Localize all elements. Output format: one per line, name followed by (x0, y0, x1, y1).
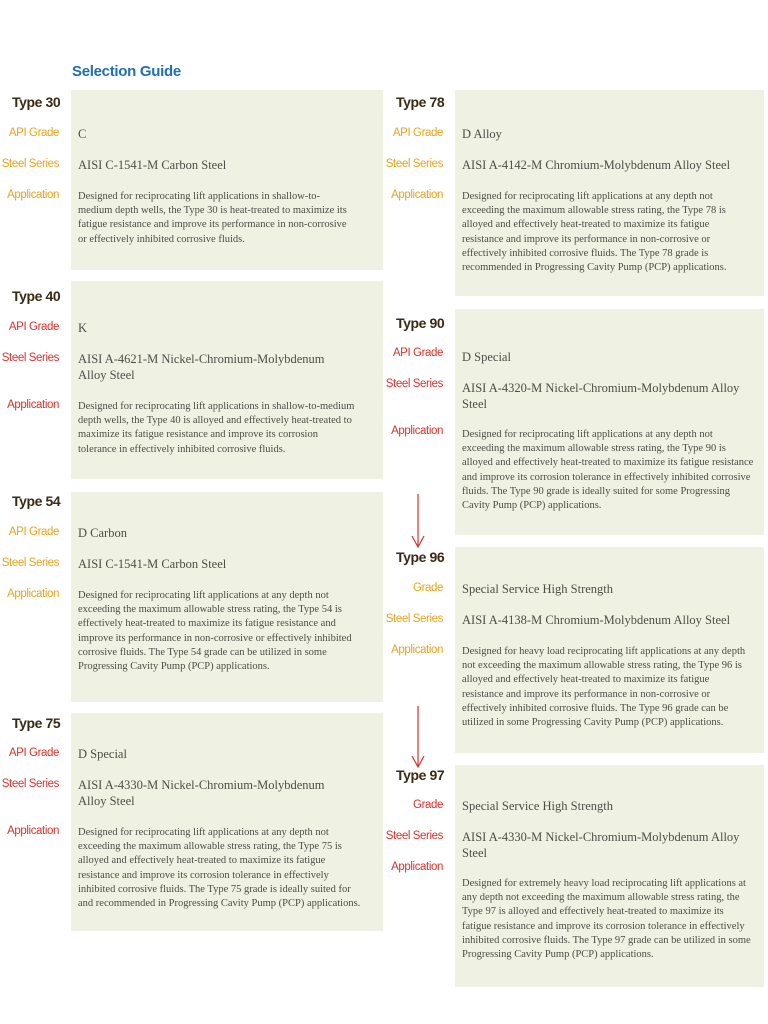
type-30-series-label: Steel Series (1, 158, 59, 170)
type-96-series-label: Steel Series (385, 613, 443, 625)
type-90-app-label: Application (391, 425, 443, 437)
type-97-app-label: Application (391, 861, 443, 873)
type-54-grade-label: API Grade (8, 526, 59, 538)
type-78-series-label: Steel Series (385, 158, 443, 170)
type-30-series: AISI C-1541-M Carbon Steel (78, 158, 227, 172)
type-96-series: AISI A-4138-M Chromium-Molybdenum Alloy Steel (462, 613, 731, 627)
type-78-grade: D Alloy (462, 127, 502, 141)
type-90-grade: D Special (462, 350, 511, 364)
type-54-heading: Type 54 (12, 493, 61, 509)
type-75-grade: D Special (78, 747, 127, 761)
type-90-heading: Type 90 (396, 315, 445, 331)
type-30-heading: Type 30 (12, 94, 61, 110)
type-54-app-label: Application (7, 588, 59, 600)
type-30-app-label: Application (7, 189, 59, 201)
type-40-series-label: Steel Series (1, 352, 59, 364)
type-96-grade: Special Service High Strength (462, 582, 614, 596)
type-90-series-label: Steel Series (385, 378, 443, 390)
type-30-grade-label: API Grade (8, 127, 59, 139)
type-30-application: Designed for reciprocating lift applications in shallow-to-medium depth wells, the Type 30 is heat-treated to maximize its fatigue resistance and improve its performance in non-corrosive or effectively inhibited corrosive fluids. (78, 191, 347, 245)
type-40-app-label: Application (7, 399, 59, 411)
type-97-series-label: Steel Series (385, 830, 443, 842)
type-54-series-label: Steel Series (1, 557, 59, 569)
type-96-application: Designed for heavy load reciprocating lift applications at any depth not exceeding the maximum allowable stress rating, the Type 96 is alloyed and effectively heat-treated to maximize its fatigue resistance and improve its performance in non-corrosive or effectively inhibited corrosive fluids. The Type 96 grade can be utilized in some Progressing Cavity Pump (PCP) applications. (462, 646, 746, 729)
type-40-grade: K (78, 321, 88, 335)
type-90-application: Designed for reciprocating lift applications at any depth not exceeding the maximum allowable stress rating, the Type 90 is alloyed and effectively heat-treated to maximize its fatigue resistance and improve its corrosion tolerance in effectively inhibited corrosive fluids. The Type 90 grade is ideally suited for some Progressing Cavity Pump (PCP) applications. (462, 429, 754, 512)
type-96-app-label: Application (391, 644, 443, 656)
type-54-grade: D Carbon (78, 526, 127, 540)
type-75-heading: Type 75 (12, 715, 61, 731)
down-arrow-icon (410, 494, 426, 550)
type-30-grade: C (78, 127, 87, 141)
type-97-heading: Type 97 (396, 767, 445, 783)
type-96-heading: Type 96 (396, 549, 445, 565)
type-75-application: Designed for reciprocating lift applications at any depth not exceeding the maximum allowable stress rating, the Type 75 is alloyed and effectively heat-treated to maximize its fatigue resistance and improve its corrosion tolerance in effectively inhibited corrosive fluids. The Type 75 grade is ideally suited for and recommended in Progressing Cavity Pump (PCP) applications. (78, 827, 361, 910)
type-97-series: AISI A-4330-M Nickel-Chromium-Molybdenum Alloy Steel (462, 830, 740, 860)
page-title: Selection Guide (72, 63, 181, 80)
type-40-application: Designed for reciprocating lift applications in shallow-to-medium depth wells, the Type 40 is alloyed and effectively heat-treated to maximize its fatigue resistance and improve its corrosion tolerance in effectively inhibited corrosive fluids. (78, 401, 355, 455)
type-75-grade-label: API Grade (8, 747, 59, 759)
type-78-app-label: Application (391, 189, 443, 201)
type-78-grade-label: API Grade (392, 127, 443, 139)
down-arrow-icon (410, 706, 426, 770)
type-75-series: AISI A-4330-M Nickel-Chromium-Molybdenum Alloy Steel (78, 778, 325, 808)
type-78-heading: Type 78 (396, 94, 445, 110)
type-96-grade-label: Grade (413, 582, 443, 594)
type-97-application: Designed for extremely heavy load reciprocating lift applications at any depth not exceeding the maximum allowable stress rating, the Type 97 is alloyed and effectively heat-treated to maximize its fatigue resistance and improve its corrosion tolerance in effectively inhibited corrosive fluids. The Type 97 grade can be utilized in some Progressing Cavity Pump (PCP) applications. (462, 878, 751, 961)
type-75-app-label: Application (7, 825, 59, 837)
type-54-application: Designed for reciprocating lift applications at any depth not exceeding the maximum allowable stress rating, the Type 54 is effectively heat-treated to maximize its fatigue resistance and improve its performance in non-corrosive or effectively inhibited corrosive fluids. The Type 54 grade can be utilized in some Progressing Cavity Pump (PCP) applications. (78, 590, 352, 673)
type-97-grade-label: Grade (413, 799, 443, 811)
type-40-heading: Type 40 (12, 288, 61, 304)
type-75-series-label: Steel Series (1, 778, 59, 790)
type-90-grade-label: API Grade (392, 347, 443, 359)
type-97-grade: Special Service High Strength (462, 799, 614, 813)
type-78-application: Designed for reciprocating lift applications at any depth not exceeding the maximum allowable stress rating, the Type 78 is alloyed and effectively heat-treated to maximize its fatigue resistance and improve its performance in non-corrosive or effectively inhibited corrosive fluids. The Type 78 grade is recommended in Progressing Cavity Pump (PCP) applications. (462, 191, 727, 274)
type-40-series: AISI A-4621-M Nickel-Chromium-Molybdenum Alloy Steel (78, 352, 325, 382)
type-90-series: AISI A-4320-M Nickel-Chromium-Molybdenum Alloy Steel (462, 381, 740, 411)
type-78-series: AISI A-4142-M Chromium-Molybdenum Alloy Steel (462, 158, 731, 172)
type-40-grade-label: API Grade (8, 321, 59, 333)
type-54-series: AISI C-1541-M Carbon Steel (78, 557, 227, 571)
